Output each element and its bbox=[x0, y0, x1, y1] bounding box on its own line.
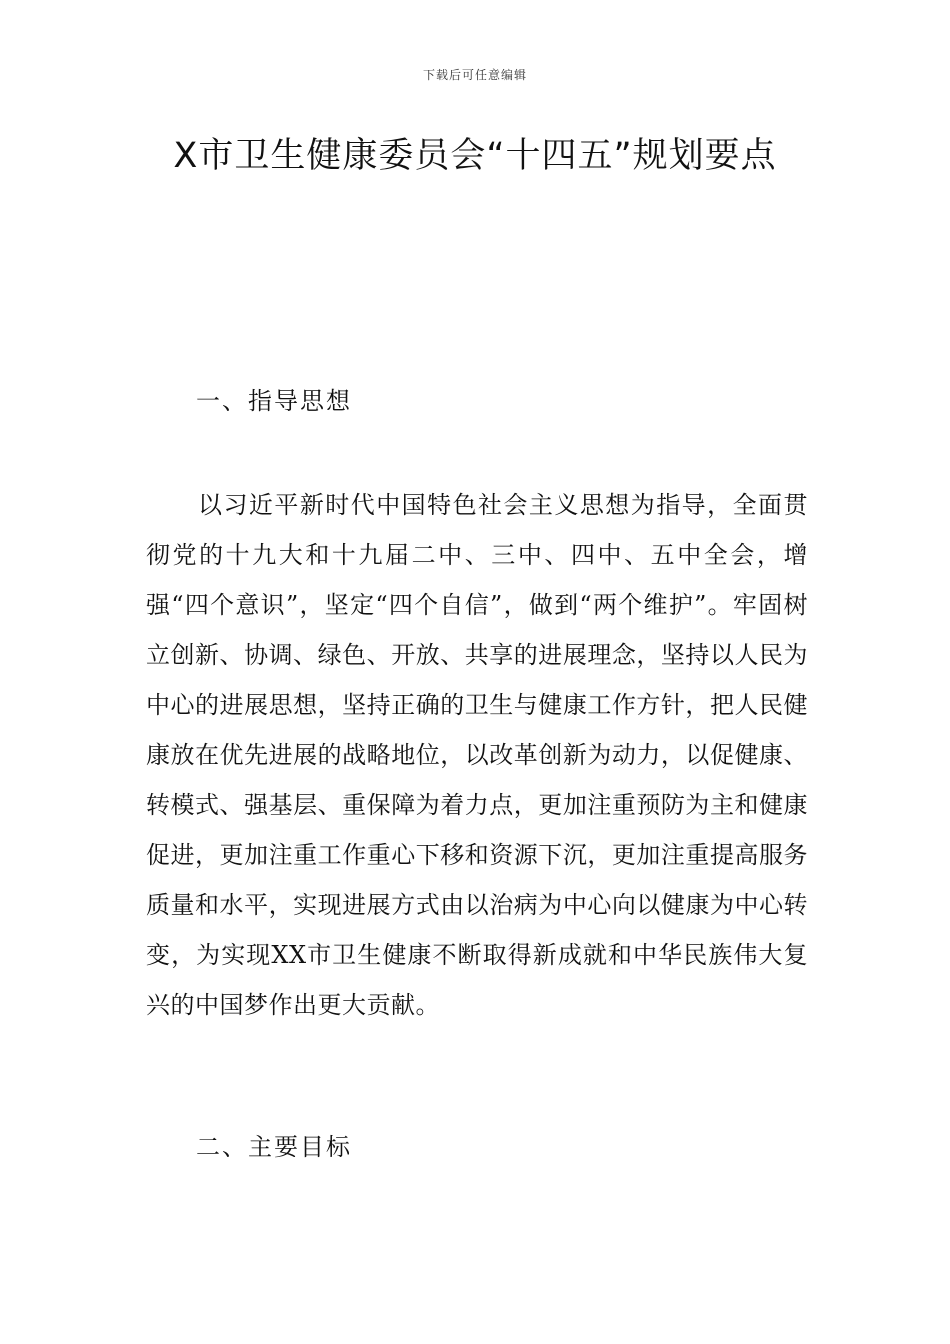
section-body-guiding-ideology: 以习近平新时代中国特色社会主义思想为指导，全面贯彻党的十九大和十九届二中、三中、四中、五中全会，增强“四个意识”，坚定“四个自信”，做到“两个维护”。牢固树立创新、协调、绿色、开放、共享的进展理念，坚持以人民为中心的进展思想，坚持正确的卫生与健康工作方针，把人民健康放在优先进展的战略地位，以改革创新为动力，以促健康、转模式、强基层、重保障为着力点，更加注重预防为主和健康促进，更加注重工作重心下移和资源下沉，更加注重提高服务质量和水平，实现进展方式由以治病为中心向以健康为中心转变，为实现XX市卫生健康不断取得新成就和中华民族伟大复兴的中国梦作出更大贡献。 bbox=[146, 491, 808, 1019]
document-title: X市卫生健康委员会“十四五”规划要点 bbox=[173, 136, 777, 176]
header-note: 下载后可任意编辑 bbox=[422, 68, 527, 82]
section-heading-guiding-ideology: 一、指导思想 bbox=[196, 387, 352, 415]
section-heading-main-goals: 二、主要目标 bbox=[196, 1133, 352, 1161]
